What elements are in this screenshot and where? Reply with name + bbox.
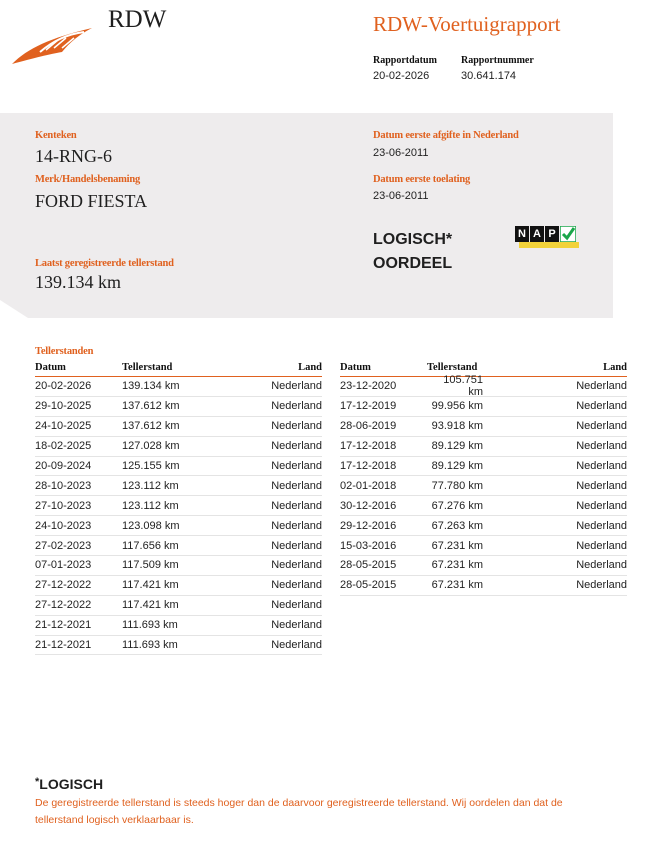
reading-date: 27-02-2023	[35, 539, 92, 552]
rapportnummer-label: Rapportnummer	[461, 55, 534, 66]
afgifte-label: Datum eerste afgifte in Nederland	[373, 130, 519, 141]
reading-date: 28-05-2015	[340, 579, 397, 592]
reading-date: 29-12-2016	[340, 519, 397, 532]
table-row	[35, 496, 322, 516]
table-row	[340, 437, 627, 457]
kenteken-label: Kenteken	[35, 130, 77, 141]
reading-km: 127.028 km	[122, 440, 180, 453]
rdw-logo-icon	[10, 18, 96, 70]
rapportdatum-label: Rapportdatum	[373, 55, 437, 66]
table-row	[340, 556, 627, 576]
verdict-line1: LOGISCH*	[373, 231, 453, 248]
header-date: Datum	[35, 362, 66, 373]
merk-value: FORD FIESTA	[35, 191, 148, 211]
reading-km: 111.693 km	[122, 639, 178, 652]
table-row	[35, 516, 322, 536]
reading-date: 17-12-2018	[340, 460, 397, 472]
reading-km: 67.276 km	[431, 499, 483, 512]
reading-land: Nederland	[271, 519, 322, 532]
reading-land: Nederland	[271, 479, 322, 492]
reading-land: Nederland	[576, 519, 627, 532]
reading-land: Nederland	[576, 380, 627, 393]
reading-land: Nederland	[271, 420, 322, 433]
table-row	[340, 576, 627, 596]
reading-land: Nederland	[271, 539, 322, 552]
reading-date: 02-01-2018	[340, 479, 397, 492]
table-row	[340, 374, 627, 399]
reading-km: 77.780 km	[431, 479, 483, 492]
table-row	[35, 457, 322, 477]
reading-date: 27-10-2023	[35, 499, 92, 512]
table-row	[35, 536, 322, 556]
kenteken-value: 14-RNG-6	[35, 146, 112, 166]
reading-date: 20-09-2024	[35, 460, 92, 472]
reading-land: Nederland	[271, 559, 322, 572]
header-km: Tellerstand	[122, 362, 173, 373]
header-land: Land	[603, 362, 627, 373]
table-row	[35, 556, 322, 576]
nap-letter-a: A	[530, 226, 544, 242]
reading-land: Nederland	[271, 400, 322, 413]
reading-km: 99.956 km	[431, 400, 483, 413]
rapportnummer-value: 30.641.174	[461, 70, 517, 82]
reading-km: 111.693 km	[122, 619, 178, 632]
table-header	[35, 362, 322, 377]
logisch-footnote-text: De geregistreerde tellerstand is steeds hoger dan de daarvoor geregistreerde tellerstand. Wij oordelen dan dat de tellerstand logisch verklaarbaar is.	[35, 797, 563, 826]
reading-km: 137.612 km	[122, 400, 180, 413]
tellerstand-label: Laatst geregistreerde tellerstand	[35, 258, 174, 269]
table-row	[340, 536, 627, 556]
reading-date: 18-02-2025	[35, 440, 92, 453]
reading-date: 17-12-2018	[340, 440, 397, 453]
nap-underline	[519, 242, 579, 248]
header-km: Tellerstand	[427, 362, 478, 373]
check-icon	[560, 226, 576, 242]
table-row	[35, 596, 322, 616]
report-title: RDW-Voertuigrapport	[373, 12, 561, 36]
table-row	[340, 476, 627, 496]
table-row	[340, 457, 627, 477]
reading-land: Nederland	[576, 400, 627, 413]
table-row	[35, 576, 322, 596]
asterisk: *	[35, 776, 40, 788]
reading-date: 24-10-2025	[35, 420, 92, 433]
reading-land: Nederland	[271, 380, 322, 393]
reading-date: 28-06-2019	[340, 420, 397, 433]
reading-date: 29-10-2025	[35, 400, 92, 413]
table-row	[35, 377, 322, 397]
reading-land: Nederland	[576, 440, 627, 453]
reading-date: 21-12-2021	[35, 639, 92, 652]
reading-date: 30-12-2016	[340, 499, 397, 512]
reading-land: Nederland	[271, 619, 322, 632]
reading-km: 67.231 km	[431, 539, 483, 552]
reading-date: 20-02-2026	[35, 380, 92, 393]
reading-km: 93.918 km	[431, 420, 483, 433]
table-row	[340, 516, 627, 536]
readings-title: Tellerstanden	[35, 346, 94, 357]
reading-land: Nederland	[576, 539, 627, 552]
reading-land: Nederland	[576, 579, 627, 592]
readings-table-left	[35, 362, 322, 655]
reading-date: 24-10-2023	[35, 519, 92, 532]
reading-date: 15-03-2016	[340, 539, 397, 552]
reading-date: 28-05-2015	[340, 559, 397, 572]
nap-letter-p: P	[545, 226, 559, 242]
reading-land: Nederland	[576, 460, 627, 472]
nap-letter-n: N	[515, 226, 529, 242]
reading-land: Nederland	[271, 499, 322, 512]
header-date: Datum	[340, 362, 371, 373]
reading-date: 17-12-2019	[340, 400, 397, 413]
table-row	[35, 476, 322, 496]
reading-km: 117.421 km	[122, 599, 179, 612]
reading-km: 67.263 km	[431, 519, 483, 532]
reading-km: 67.231 km	[431, 579, 483, 592]
reading-km: 117.509 km	[122, 559, 179, 572]
reading-land: Nederland	[576, 479, 627, 492]
reading-land: Nederland	[271, 639, 322, 652]
reading-km: 123.112 km	[122, 499, 179, 512]
reading-date: 23-12-2020	[340, 380, 397, 393]
table-row	[35, 417, 322, 437]
reading-km: 123.098 km	[122, 519, 180, 532]
toelating-label: Datum eerste toelating	[373, 174, 471, 185]
reading-km: 117.421 km	[122, 579, 179, 592]
toelating-value: 23-06-2011	[373, 190, 429, 202]
rapportdatum-value: 20-02-2026	[373, 70, 430, 82]
reading-land: Nederland	[271, 440, 322, 453]
reading-km: 105.751 km	[443, 374, 483, 399]
reading-km: 123.112 km	[122, 479, 179, 492]
reading-km: 117.656 km	[122, 539, 179, 552]
table-row	[35, 636, 322, 656]
reading-land: Nederland	[576, 559, 627, 572]
reading-land: Nederland	[271, 460, 322, 472]
reading-date: 28-10-2023	[35, 479, 92, 492]
reading-land: Nederland	[576, 499, 627, 512]
reading-date: 27-12-2022	[35, 579, 92, 592]
reading-date: 27-12-2022	[35, 599, 92, 612]
reading-km: 139.134 km	[122, 380, 180, 393]
header-land: Land	[298, 362, 322, 373]
reading-km: 67.231 km	[431, 559, 483, 572]
table-row	[35, 397, 322, 417]
merk-label: Merk/Handelsbenaming	[35, 174, 141, 185]
table-row	[340, 397, 627, 417]
table-row	[340, 496, 627, 516]
reading-km: 89.129 km	[431, 460, 483, 472]
reading-km: 125.155 km	[122, 460, 180, 472]
table-row	[35, 616, 322, 636]
logisch-word: LOGISCH	[39, 776, 104, 792]
reading-land: Nederland	[576, 420, 627, 433]
reading-land: Nederland	[271, 599, 322, 612]
reading-km: 89.129 km	[431, 440, 483, 453]
reading-date: 21-12-2021	[35, 619, 92, 632]
brand-name: RDW	[108, 6, 167, 33]
table-row	[340, 417, 627, 437]
logisch-footnote-title	[35, 776, 103, 792]
nap-badge	[515, 226, 579, 250]
table-row	[35, 437, 322, 457]
readings-table-right	[340, 362, 627, 596]
reading-km: 137.612 km	[122, 420, 180, 433]
tellerstand-value: 139.134 km	[35, 272, 122, 292]
afgifte-value: 23-06-2011	[373, 147, 429, 159]
verdict-line2: OORDEEL	[373, 255, 453, 272]
reading-date: 07-01-2023	[35, 559, 92, 572]
reading-land: Nederland	[271, 579, 322, 592]
